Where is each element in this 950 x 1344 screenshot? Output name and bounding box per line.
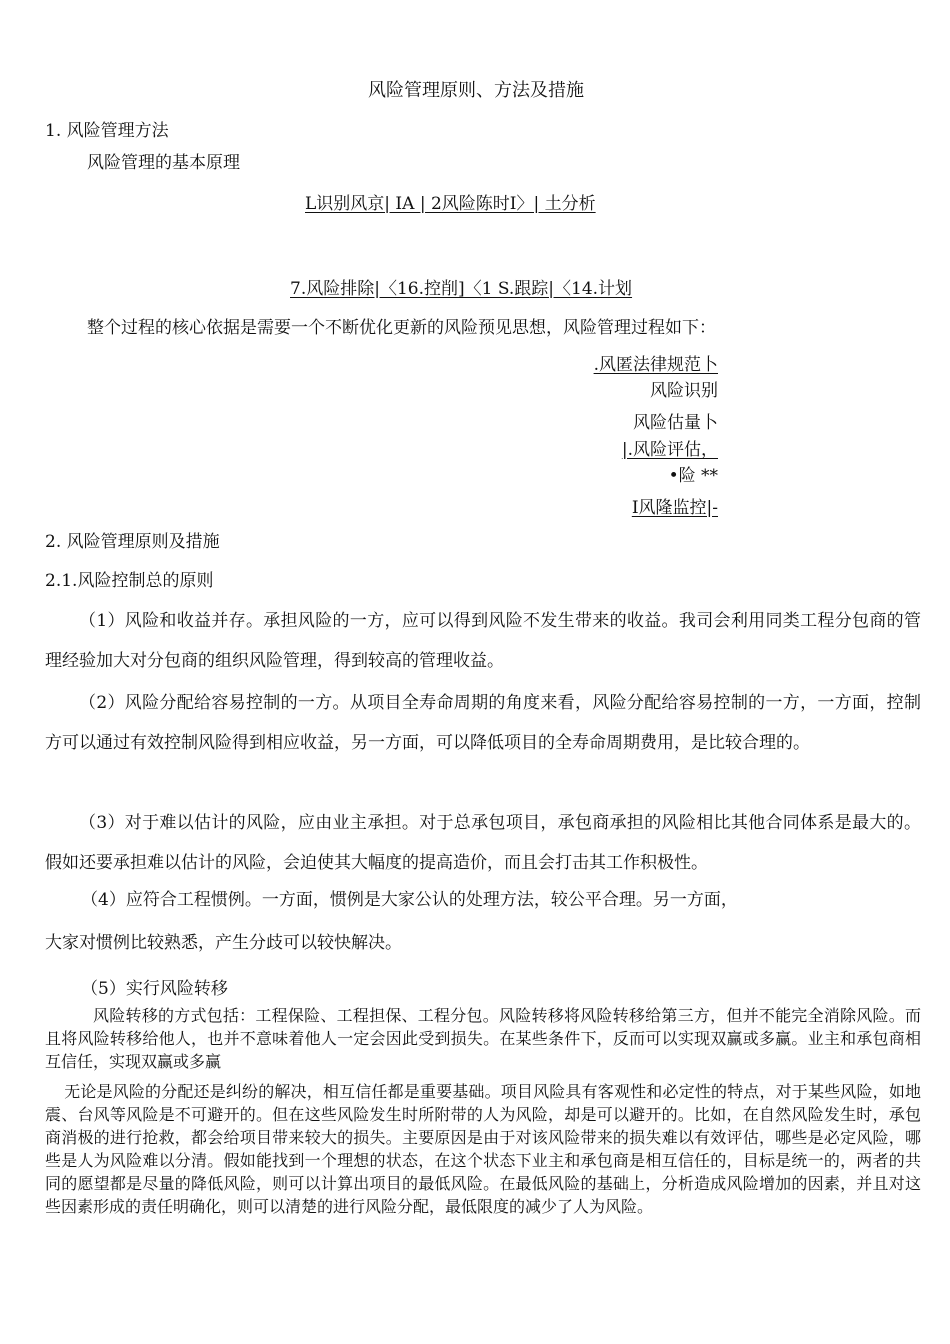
process-step-6: I风隆监控|- [631,498,718,518]
principle-4-line-2: 大家对惯例比较熟悉，产生分歧可以较快解决。 [45,933,402,953]
section-1-heading: 1. 风险管理方法 [45,121,169,141]
intro-paragraph: 整个过程的核心依据是需要一个不断优化更新的风险预见思想，风险管理过程如下： [87,318,716,338]
process-step-2: 风险识别 [650,381,718,401]
principle-5-heading: （5）实行风险转移 [81,979,228,999]
principle-5-paragraph: 风险转移的方式包括：工程保险、工程担保、工程分包。风险转移将风险转移给第三方，但并不能完全消除风险。而且将风险转移给他人，也并不意味着他人一定会因此受到损失。在某些条件下，反而可以实现双赢或多赢。业主和承包商相互信任，实现双赢或多赢 [45,1006,921,1071]
process-step-4: |.风险评估， [621,440,718,460]
process-step-1: .风匿法律规范卜 [593,355,718,375]
document-title: 风险管理原则、方法及措施 [368,80,584,101]
principle-4-line-1: （4）应符合工程惯例。一方面，惯例是大家公认的处理方法，较公平合理。另一方面， [81,890,738,910]
trust-paragraph: 无论是风险的分配还是纠纷的解决，相互信任都是重要基础。项目风险具有客观性和必定性的特点，对于某些风险，如地震、台风等风险是不可避开的。但在这些风险发生时所附带的人为风险，却是可以避开的。比如，在自然风险发生时，承包商消极的进行抢救，都会给项目带来较大的损失。主要原因是由于对该风险带来的损失难以有效评估，哪些是必定风险，哪些是人为风险难以分清。假如能找到一个理想的状态，在这个状态下业主和承包商是相互信任的，目标是统一的，两者的共同的愿望都是尽量的降低风险，则可以计算出项目的最低风险。在最低风险的基础上，分析造成风险增加的因素，并且对这些因素形成的责任明确化，则可以清楚的进行风险分配，最低限度的减少了人为风险。 [45,1082,921,1216]
section-1-subheading: 风险管理的基本原理 [87,153,240,173]
process-step-5: •险 ** [668,466,718,486]
principle-3-paragraph: （3）对于难以估计的风险，应由业主承担。对于总承包项目，承包商承担的风险相比其他合同体系是最大的。假如还要承担难以估计的风险，会迫使其大幅度的提高造价，而且会打击其工作积极性。 [45,813,921,873]
process-step-3: 风险估量卜 [633,413,718,433]
section-2-heading: 2. 风险管理原则及措施 [45,532,220,552]
flow-diagram-row-2: 7.风险排除|〈16.控削]〈1 S.跟踪|〈14.计划 [290,279,633,299]
flow-diagram-row-1: L识别风京| IA | 2风险陈时I〉| 土分析 [305,194,596,214]
principle-1-paragraph: （1）风险和收益并存。承担风险的一方，应可以得到风险不发生带来的收益。我司会利用同类工程分包商的管理经验加大对分包商的组织风险管理，得到较高的管理收益。 [45,611,921,671]
principle-2-paragraph: （2）风险分配给容易控制的一方。从项目全寿命周期的角度来看，风险分配给容易控制的一方，一方面，控制方可以通过有效控制风险得到相应收益，另一方面，可以降低项目的全寿命周期费用，是比较合理的。 [45,693,921,753]
section-2-1-heading: 2.1.风险控制总的原则 [45,571,214,591]
